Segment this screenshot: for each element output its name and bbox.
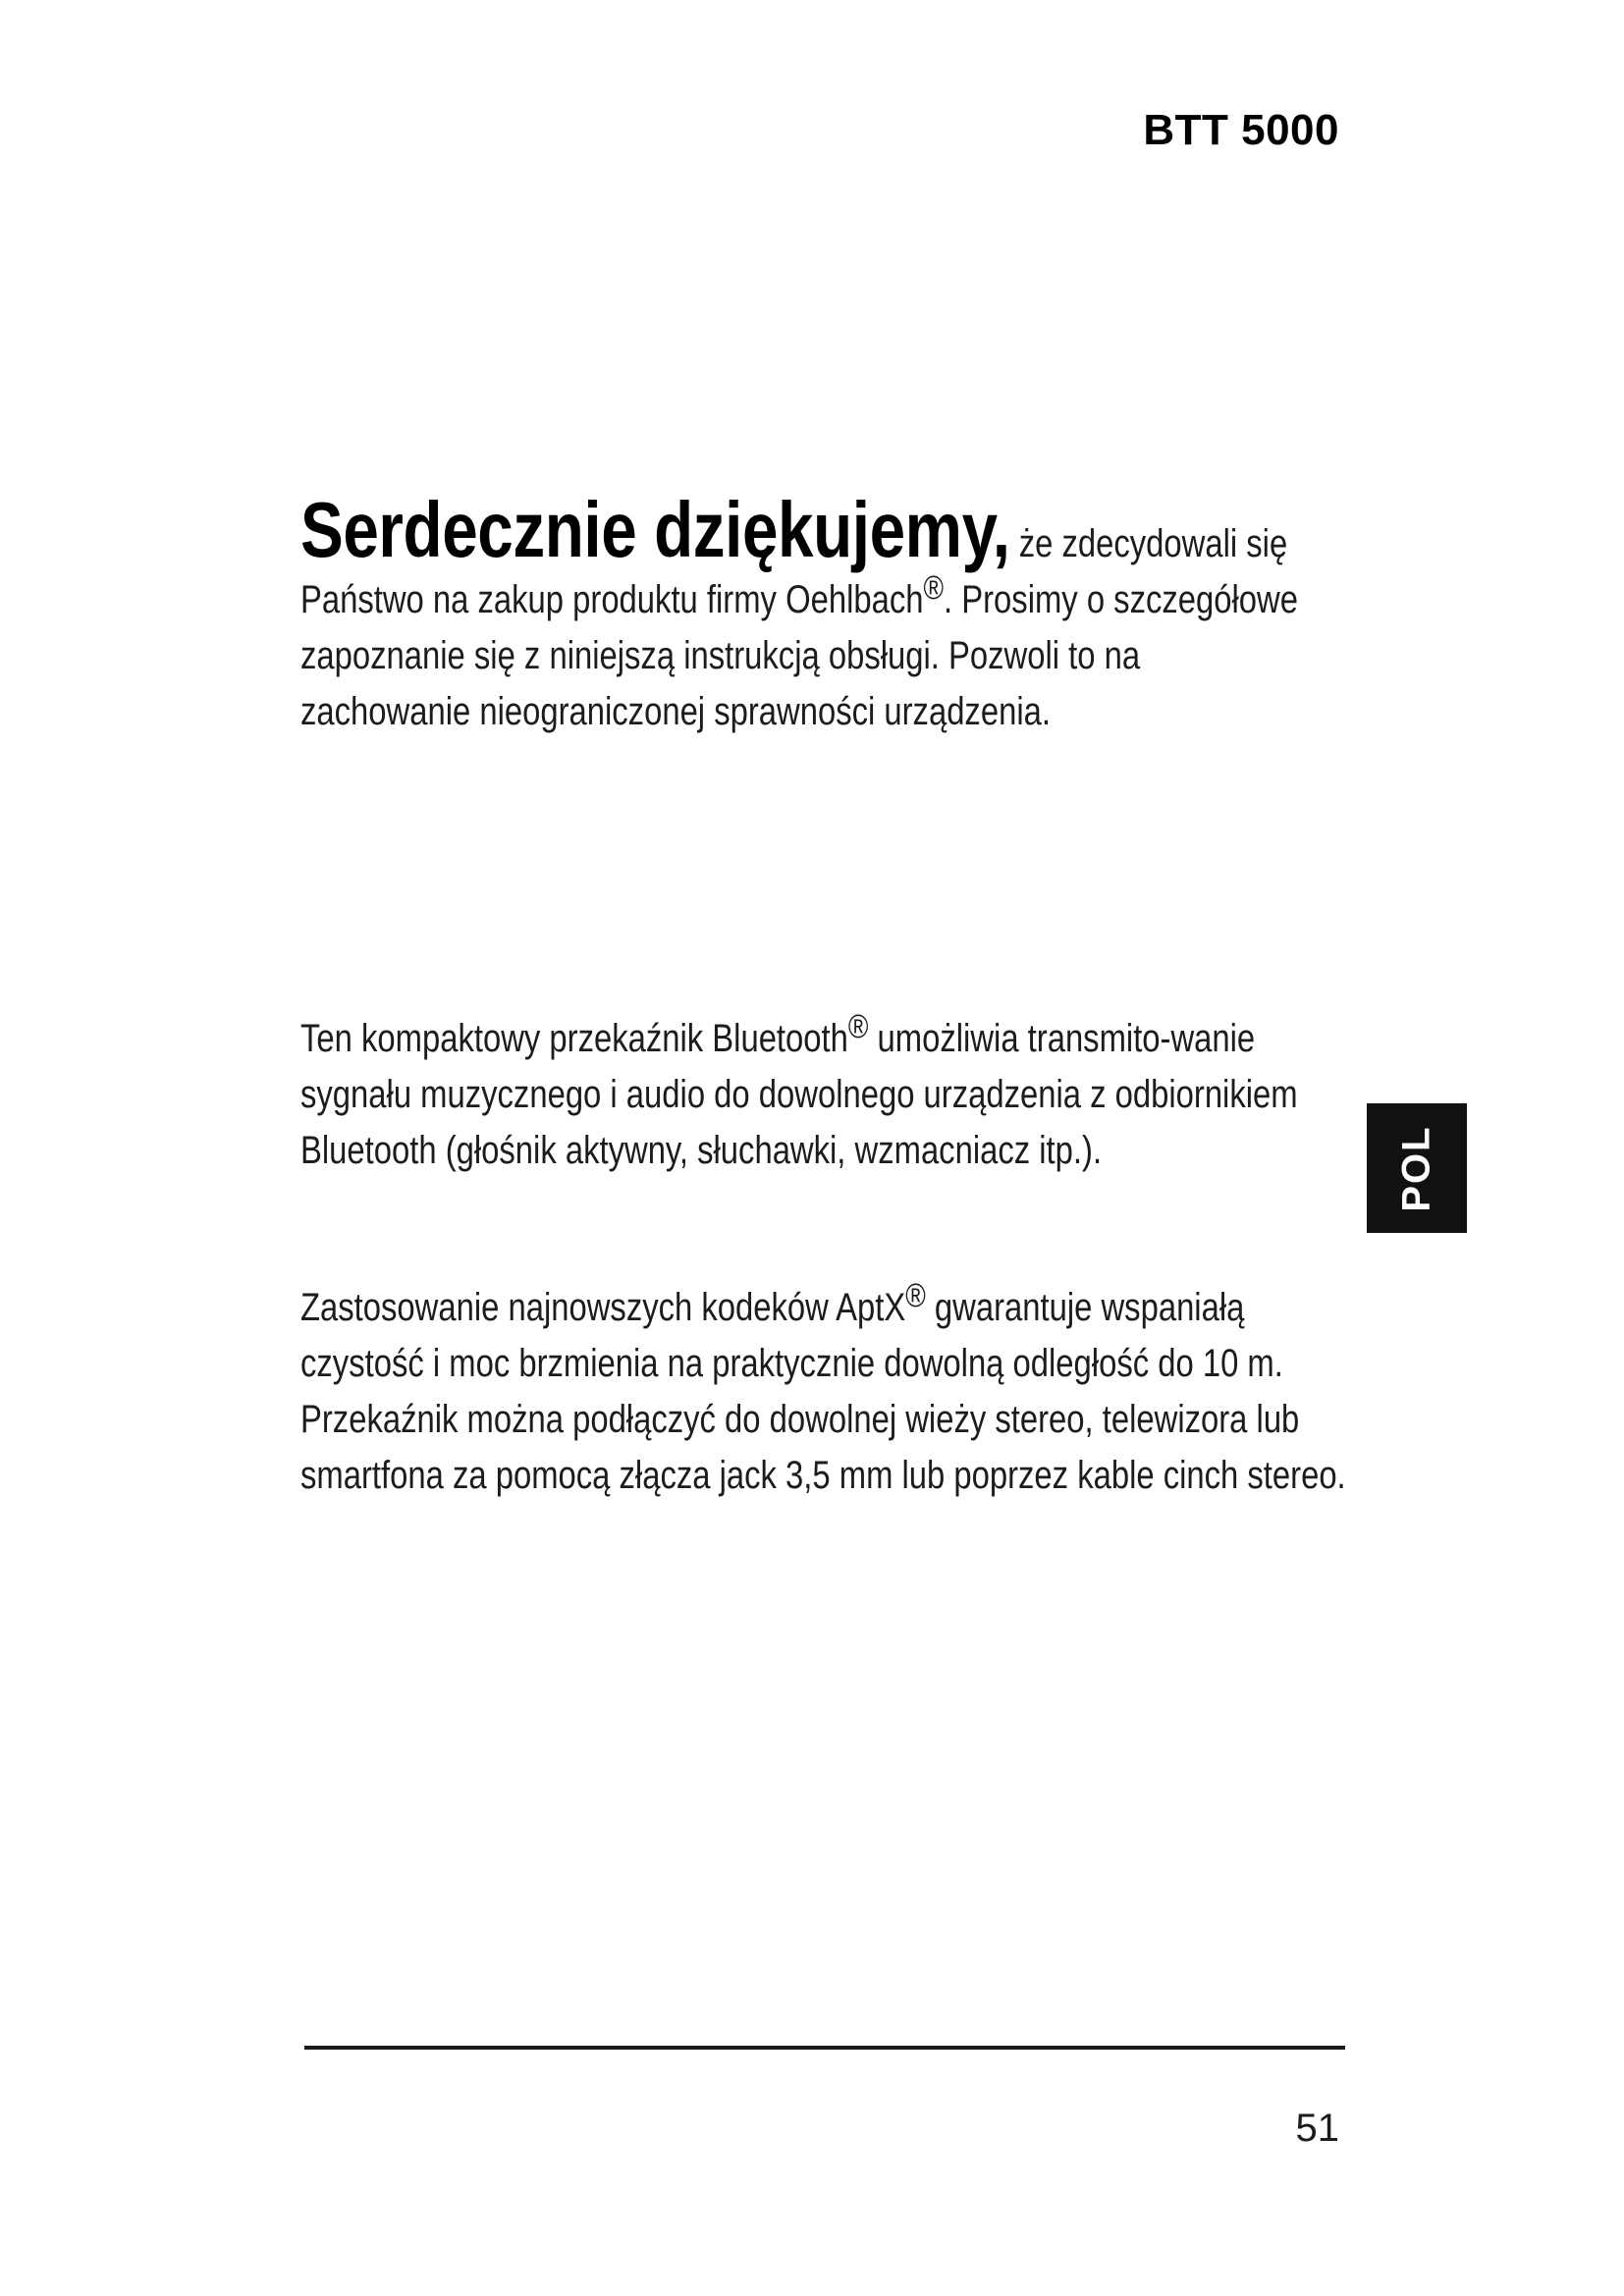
- model-heading: BTT 5000: [1143, 106, 1339, 154]
- paragraph-text: umożliwia transmito-wanie sygnału muzycznego i audio do dowolnego urządzenia z odbiornikiem Bluetooth (głośnik aktywny, słuchawki, wzmacniacz itp.).: [300, 1017, 1298, 1172]
- intro-paragraph: [300, 486, 1307, 740]
- paragraph-text: Zastosowanie najnowszych kodeków AptX: [300, 1286, 906, 1329]
- intro-text-before: że zdecydowali się Państwo na zakup produktu firmy Oehlbach: [300, 522, 1288, 621]
- page-number: 51: [1295, 2107, 1339, 2150]
- registered-mark: ®: [923, 569, 945, 607]
- language-tab: [1367, 1103, 1467, 1233]
- footer-divider: [304, 2046, 1345, 2050]
- registered-mark: ®: [905, 1277, 926, 1314]
- intro-text-after: . Prosimy o szczegółowe zapoznanie się z niniejszą instrukcją obsługi. Pozwoli to na zachowanie nieograniczonej sprawności urządzenia.: [300, 578, 1298, 733]
- intro-lead-heading: Serdecznie dziękujemy,: [300, 486, 1010, 573]
- paragraph-bluetooth: [300, 1008, 1355, 1179]
- language-tab-label: POL: [1394, 1124, 1438, 1212]
- paragraph-text: Ten kompaktowy przekaźnik Bluetooth: [300, 1017, 848, 1060]
- paragraph-text: gwarantuje wspaniałą czystość i moc brzmienia na praktycznie dowolną odległość do 10 m. Przekaźnik można podłączyć do dowolnej wieży stereo, telewizora lub smartfona za pomocą złącza jack 3,5 mm lub poprzez kable cinch stereo.: [300, 1286, 1346, 1497]
- registered-mark: ®: [847, 1008, 869, 1045]
- paragraph-aptx: [300, 1277, 1355, 1504]
